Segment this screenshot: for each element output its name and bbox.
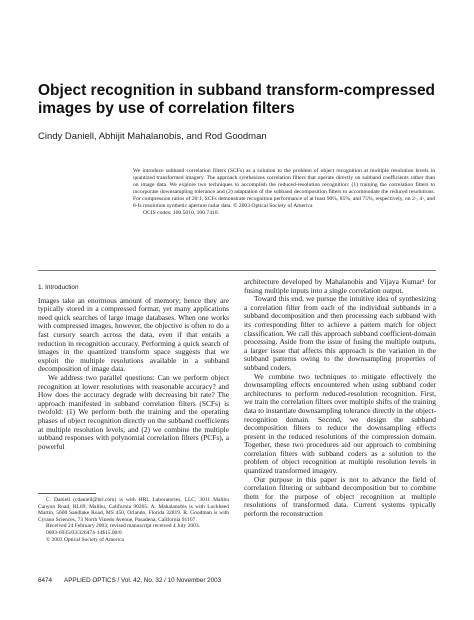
footnote-received: Received 24 February 2003; revised manuscript received 4 July 2003. <box>46 523 200 530</box>
body-paragraph: Our purpose in this paper is not to advance the field of correlation filtering or subband decomposition but to combine them for the purpose of object recognition at multiple resolutions of transformed data. Current systems typically perform the reconstruction <box>244 474 436 519</box>
body-paragraph: We address two parallel questions: Can we perform object recognition at lower resolutions with reasonable accuracy? and How does the accuracy degrade with decreasing bit rate? The approach manifested in subband correlation filters (SCFs) is twofold: (1) We perform both the training and the operating phases of object recognition directly on the subband coefficients at multiple resolution levels, and (2) we combine the multiple subband responses with polynomial correlation filters (PCFs), a powerful <box>38 372 229 451</box>
section-heading: 1. Introduction <box>38 284 79 291</box>
journal-citation: APPLIED OPTICS / Vol. 42, No. 32 / 10 November 2003 <box>64 577 222 584</box>
footnote-block <box>38 497 229 543</box>
page-footer <box>38 577 221 584</box>
footnote-affiliations: C. Daniell (cdaniell@hrl.com) is with HRL Laboratories, LLC, 3011 Malibu Canyon Road, RL69, Malibu, California 90265. A. Mahalanobis is with Lockheed Martin, 5600 Sandlake Road, MS 450, Orlando, Florida 32819. R. Goodman is with Cyrano Sciences, 73 North Vinedo Avenue, Pasadena, California 91107. <box>38 497 229 523</box>
paper-title: Object recognition in subband transform-compressed images by use of correlation filters <box>38 82 436 117</box>
body-paragraph: architecture developed by Mahalanobis and Vijaya Kumar¹ for fusing multiple inputs into a single correlation output. <box>244 277 436 295</box>
left-column <box>38 284 229 451</box>
footnote-divider <box>38 493 96 494</box>
author-list: Cindy Daniell, Abhijit Mahalanobis, and Rod Goodman <box>38 131 267 142</box>
body-paragraph: We combine two techniques to mitigate effectively the downsampling effects encountered when using subband coder architectures to perform reduced-resolution recognition. First, we train the correlation filters over multiple shifts of the training data to instantiate downsampling tolerance directly in the object-recognition domain. Second, we design the subband decomposition filters to reduce the downsampling effects present in the reduced resolutions of the compression domain. Together, these two procedures aid our approach to combining correlation filters with subband coders as a solution to the problem of object recognition at multiple resolution levels in quantized transformed imagery. <box>244 371 436 476</box>
body-paragraph: Toward this end, we pursue the intuitive idea of synthesizing a correlation filter from each of the individual subbands in a subband decomposition and then processing each subband with its corresponding filter to achieve a pattern match for object classification. We call this approach subband coefficient-domain processing. Aside from the issue of fusing the multiple outputs, a larger issue that affects this approach is the variation in the subband patterns owing to the downsampling properties of subband coders. <box>244 294 436 372</box>
footnote-copyright: © 2003 Optical Society of America <box>46 536 124 543</box>
right-column <box>244 278 436 519</box>
body-paragraph: Images take an enormous amount of memory; hence they are typically stored in a compressed format, yet many applications need quick searches of large image databases. When one works with compressed images, however, the objective is often to do a fast cursory search across the data, even if that entails a reduction in recognition accuracy. Performing a quick search of images in the quantized transform space suggests that we exploit the multiple resolutions available in a subband decomposition of image data. <box>38 295 229 374</box>
abstract <box>133 168 435 217</box>
ocis-codes: OCIS codes: 100.5010, 100.7410. <box>143 210 219 216</box>
abstract-text: We introduce subband correlation filters (SCFs) as a solution to the problem of object recognition at multiple resolution levels in quantized transformed imagery. The approach synthesizes correlation filters that operate directly on subband coefficients rather than on image data. We explore two techniques to accomplish the reduced-resolution recognition: (1) training the correlation filters to incorporate downsampling tolerance and (2) adaptation of the subband decomposition filters to accommodate the reduced resolutions. For compression ratios of 20:1, SCFs demonstrate recognition performance of at least 90%, 85%, and 75%, respectively, on 2-, 4-, and 8-fs resolution synthetic aperture radar data. © 2003 Optical Society of America <box>133 168 435 209</box>
footnote-code: 0003-6935/03/326474-14$15.00/0 <box>46 529 122 536</box>
page-number: 6474 <box>38 577 53 584</box>
abstract-divider <box>38 270 436 271</box>
